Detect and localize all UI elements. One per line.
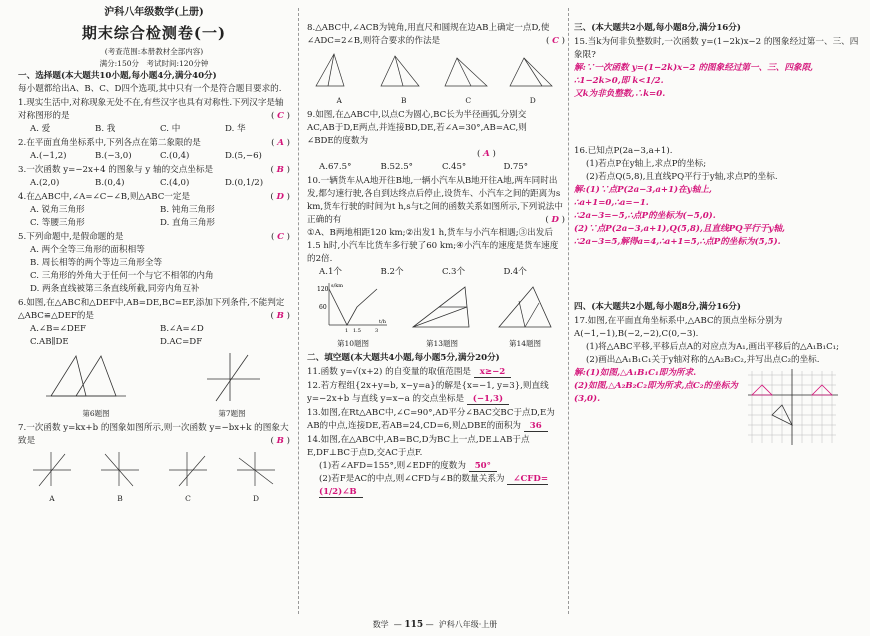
option: C. 等腰三角形: [30, 218, 85, 228]
option: A.67.5°: [319, 162, 352, 172]
options-1: [18, 123, 290, 136]
option: C. 三角形的外角大于任何一个与它不相邻的内角: [30, 271, 214, 281]
graph-y-tick: 120: [317, 286, 329, 293]
solution-15-line-2: ∴1−2k>0,即 k<1/2.: [574, 76, 664, 86]
option-label: D: [252, 494, 259, 503]
graph-y-label: s/km: [331, 283, 344, 289]
section-2-title: 二、填空题(本大题共4小题,每小题5分,满分20分): [307, 353, 500, 363]
answer-11: x≥−2: [474, 367, 512, 378]
option: C.(4,0): [160, 178, 190, 188]
question-14: 14.如图,在△ABC中,AB=BC,D为BC上一点,DE⊥AB于点E,DF⊥BC于点D,交AC于点F.: [307, 435, 530, 458]
option-7a: [31, 450, 73, 505]
option: B.∠A=∠D: [160, 324, 204, 334]
question-10: 10.一辆货车从A地开往B地,一辆小汽车从B地开往A地,两车同时出发,都匀速行驶,各自到达终点后停止,设货车、小汽车之间的距离为s km,货车行驶的时间为t h,s与t之间的函数关系如图所示,下列说法中正确的有: [307, 176, 563, 225]
option: C. 中: [160, 124, 181, 134]
options-6a: [18, 323, 290, 336]
question-5: 5.下列命题中,是假命题的是: [18, 232, 124, 242]
exam-title: 期末综合检测卷(一): [81, 24, 227, 42]
answer-12: (−1,3): [467, 394, 509, 405]
options-2: [18, 150, 290, 163]
answer-5: C: [277, 232, 284, 242]
question-14-part-2: (2)若F是AC的中点,则∠CFD与∠B的数量关系为: [319, 474, 505, 484]
answer-3: B: [276, 165, 284, 175]
option: A.(−1,2): [30, 151, 67, 161]
answer-2: A: [277, 138, 284, 148]
question-6: 6.如图,在△ABC和△DEF中,AB=DE,BC=EF,添加下列条件,不能判定△ABC≌△DEF的是: [18, 298, 285, 321]
figure-14-caption: 第14题图: [508, 339, 542, 348]
question-13: 13.如图,在Rt△ABC中,∠C=90°,AD平分∠BAC交BC于点D,E为AB的中点,连接DE,若AB=24,CD=6,则△DBE的面积为: [307, 408, 555, 431]
answer-4: D: [276, 192, 284, 202]
graph-figure: [202, 351, 262, 403]
options-9: [307, 161, 565, 174]
column-2: 8.△ABC中,∠ACB为钝角,用直尺和圆规在边AB上确定一点D,使∠ADC=2∠B,则符合要求的作法是 ( C ) A B C D 9.如图,在△ABC中,以点C为圆心,BC长为半径画弧,分别交AC,AB于D,E两点,并连接BD,DE,若∠A=30°,AB=AC,则∠BDE的度数为 ( A ) A.67.5° B.52.5° C.45° D.75° 10.一辆货车从A地开往B地,一辆小汽车从B地开往A地,两车同时出发,都匀速行驶,各自到达终点后停止,设货车、小汽车之间的距离为s km,货车行驶的时间为t h,s与t之间的函数关系如图所示,下列说法中正确的有 ( D ) ①A、B两地相距120 km;②出发1 h,货车与小汽车相遇;③出发后1.5 h时,小汽车比货车多行驶了60 km;④小汽车的速度是货车速度的2倍. A.1个 B.2个 C.3个 D.4个 120 60 s/km 1 1.5 3 t/h 第10题图 第13题图 第14题图 二、填空题(本大题共4小题,每小题5分,满分20分) 11.函数 y=√(x+2) 的自变量的取值范围是 x≥−2 12.若方程组{2x+y=b, x−y=a}的解是{x=−1, y=3},则直线 y=−2x+b 与直线 y=x−a 的交点坐标是 (−1,3) 13.如图,在Rt△ABC中,∠C=90°,AD平分∠BAC交BC于点D,E为AB的中点,连接DE,若AB=24,CD=6,则△DBE的面积为 36 14.如图,在△ABC中,AB=BC,D为BC上一点,DE⊥AB于点E,DF⊥BC于点D,交AC于点F. (1)若∠AFD=155°,则∠EDF的度数为 50° (2)若F是AC的中点,则∠CFD与∠B的数量关系为 ∠CFD=(1/2)∠B: [307, 23, 565, 497]
option-label: A: [49, 494, 55, 503]
answer-1: C: [277, 111, 284, 121]
option-8c: [443, 50, 493, 107]
answer-9: A: [483, 149, 490, 159]
question-12: 12.若方程组{2x+y=b, x−y=a}的解是{x=−1, y=3},则直线 y=−2x+b 与直线 y=x−a 的交点坐标是: [307, 381, 549, 404]
figure-7: [202, 351, 262, 420]
question-15: 15.当k为何非负整数时,一次函数 y=(1−2k)x−2 的图象经过第一、三、四象限?: [574, 37, 859, 60]
answer-13: 36: [524, 421, 548, 432]
option: A.(2,0): [30, 178, 60, 188]
options-6b: [18, 336, 290, 349]
question-16-part-1: (1)若点P在y轴上,求点P的坐标;: [586, 159, 707, 169]
option: B. 我: [95, 124, 116, 134]
option: D.4个: [503, 267, 527, 277]
option: D.(0,1/2): [225, 178, 264, 188]
question-7: 7.一次函数 y=kx+b 的图象如图所示,则一次函数 y=−bx+k 的图象大致是: [18, 423, 289, 446]
answer-6: B: [276, 311, 284, 321]
column-3: [574, 0, 864, 447]
answer-8: C: [552, 36, 559, 46]
figure-6: [46, 351, 146, 420]
figure-6-caption: 第6题图: [82, 409, 110, 418]
answer-7: B: [276, 436, 284, 446]
solution-16-line-3: ∴2a−3=−5,∴点P的坐标为(−5,0).: [574, 211, 716, 221]
question-8: 8.△ABC中,∠ACB为钝角,用直尺和圆规在边AB上确定一点D,使∠ADC=2∠B,则符合要求的作法是: [307, 23, 550, 46]
option-label: A: [336, 96, 342, 105]
section-1-title: 一、选择题(本大题共10小题,每小题4分,满分40分): [18, 71, 217, 81]
option-8a: [314, 50, 364, 107]
figure-13-caption: 第13题图: [425, 339, 459, 348]
column-divider: [298, 8, 299, 614]
score-time: 满分:150分 考试时间:120分钟: [99, 59, 209, 68]
option: D. 直角三角形: [160, 218, 216, 228]
option: B.2个: [380, 267, 404, 277]
figure-14: [495, 283, 555, 350]
options-10: [307, 266, 565, 279]
footer-book: 沪科八年级·上册: [438, 620, 498, 629]
section-3-title: 三、(本大题共2小题,每小题8分,满分16分): [574, 23, 741, 33]
section-4-title: 四、(本大题共2小题,每小题8分,满分16分): [574, 302, 741, 312]
figure-13: [409, 283, 475, 350]
graph-x-tick: 1.5: [353, 328, 361, 333]
option: C.(0,4): [160, 151, 190, 161]
solution-16-line-5: ∴2a−3=5,解得a=4,∴a+1=5,∴点P的坐标为(5,5).: [574, 237, 781, 247]
option: A.∠B=∠DEF: [30, 324, 86, 334]
page-number: 115: [404, 620, 424, 630]
triangles-figure: [46, 351, 146, 403]
solution-15-line-3: 又k为非负整数,∴k=0.: [574, 89, 666, 99]
answer-14-1: 50°: [469, 461, 497, 472]
option-8b: [379, 50, 429, 107]
option: D. 华: [225, 124, 246, 134]
option: C.45°: [442, 162, 467, 172]
option-label: B: [117, 494, 123, 503]
book-header: 沪科八年级数学(上册): [104, 7, 204, 18]
graph-x-tick: 3: [375, 328, 379, 333]
graph-y-tick: 60: [319, 304, 327, 311]
graph-x-tick: 1: [345, 328, 349, 333]
option: A. 爱: [30, 124, 51, 134]
option: B.52.5°: [380, 162, 413, 172]
column-1: 沪科八年级数学(上册) 期末综合检测卷(一) (考查范围:本册教材全部内容) 满分:150分 考试时间:120分钟 一、选择题(本大题共10小题,每小题4分,满分40分) 每小题都给出A、B、C、D四个选项,其中只有一个是符合题目要求的. 1.现实生活中,对称现象无处不在,有些汉字也具有对称性.下列汉字是轴对称图形的是 ( C ) A. 爱 B. 我 C. 中 D. 华 2.在平面直角坐标系中,下列各点在第二象限的是 ( A ) A.(−1,2) B.(−3,0) C.(0,4) D.(5,−6) 3.一次函数 y=−2x+4 的图象与 y 轴的交点坐标是 ( B ) A.(2,0) B.(0,4) C.(4,0) D.(0,1/2) 4.在△ABC中,∠A=∠C−∠B,则△ABC一定是 ( D ) A. 锐角三角形 B. 钝角三角形 C. 等腰三角形 D. 直角三角形 5.下列命题中,是假命题的是 ( C ) A. 两个全等三角形的面积相等 B. 周长相等的两个等边三角形全等 C. 三角形的外角大于任何一个与它不相邻的内角 D. 两条直线被第三条直线所截,同旁内角互补 6.如图,在△ABC和△DEF中,AB=DE,BC=EF,添加下列条件,不能判定△ABC≌△DEF的是 ( B ) A.∠B=∠DEF B.∠A=∠D C.AB∥DE D.AC=DF 第6题图 第7题图 7.一次函数 y=kx+b 的图象如图所示,则一次函数 y=−bx+k 的图象大致是 ( B ) A B C D: [18, 7, 290, 503]
option: D.AC=DF: [160, 337, 203, 347]
figures-10-13-14: [307, 281, 565, 350]
question-17-part-2: (2)画出△A₁B₁C₁关于y轴对称的△A₂B₂C₂,并写出点C₂的坐标.: [586, 355, 820, 365]
answer-14-2: ∠CFD=(1/2)∠B: [319, 474, 549, 497]
option: A. 两个全等三角形的面积相等: [30, 245, 145, 255]
solution-17-line-1: 解:(1)如图,△A₁B₁C₁即为所求.: [574, 368, 697, 378]
options-3: [18, 177, 290, 190]
graph-x-label: t/h: [379, 319, 386, 325]
options-4b: [18, 217, 290, 230]
footer-subject: 数学: [372, 620, 389, 629]
option-label: B: [400, 96, 407, 105]
options-8: [307, 50, 565, 107]
option: B. 钝角三角形: [160, 205, 215, 215]
question-16: 16.已知点P(2a−3,a+1).: [574, 146, 673, 156]
option-7b: [99, 450, 141, 505]
option-7d: [235, 450, 277, 505]
figure-7-caption: 第7题图: [218, 409, 246, 418]
option: C.AB∥DE: [30, 337, 69, 347]
option: D.75°: [503, 162, 529, 172]
coordinate-grid-figure: [744, 367, 840, 447]
question-4: 4.在△ABC中,∠A=∠C−∠B,则△ABC一定是: [18, 192, 191, 202]
option-8d: [508, 50, 558, 107]
question-10-items: ①A、B两地相距120 km;②出发1 h,货车与小汽车相遇;③出发后1.5 h时,小汽车比货车多行驶了60 km;④小汽车的速度是货车速度的2倍.: [307, 228, 559, 264]
solution-16-line-4: (2)∵点P(2a−3,a+1),Q(5,8),且直线PQ平行于y轴,: [574, 224, 786, 234]
distance-time-graph: [317, 281, 389, 333]
answer-10: D: [551, 215, 559, 225]
option-label: C: [185, 494, 191, 503]
question-1: 1.现实生活中,对称现象无处不在,有些汉字也具有对称性.下列汉字是轴对称图形的是: [18, 98, 284, 121]
question-17-part-1: (1)将△ABC平移,平移后点A的对应点为A₁,画出平移后的△A₁B₁C₁;: [586, 342, 839, 352]
solution-15-line-1: 解:∵一次函数 y=(1−2k)x−2 的图象经过第一、三、四象限,: [574, 63, 814, 73]
solution-17-line-2: (2)如图,△A₂B₂C₂即为所求,点C₂的坐标为(3,0).: [574, 381, 738, 404]
option: A.1个: [319, 267, 342, 277]
figures-6-7: [18, 351, 290, 420]
options-4a: [18, 204, 290, 217]
page-footer: 数学 — 115 — 沪科八年级·上册: [372, 620, 498, 630]
question-11: 11.函数 y=√(x+2) 的自变量的取值范围是: [307, 367, 472, 377]
figure-10-caption: 第10题图: [336, 339, 370, 348]
option: B.(0,4): [95, 178, 125, 188]
option-label: C: [465, 96, 472, 105]
solution-16-line-2: ∴a+1=0,∴a=−1.: [574, 198, 649, 208]
section-1-intro: 每小题都给出A、B、C、D四个选项,其中只有一个是符合题目要求的.: [18, 84, 282, 94]
options-7: [18, 450, 290, 505]
option-7c: [167, 450, 209, 505]
option: B. 周长相等的两个等边三角形全等: [30, 258, 163, 268]
option: C.3个: [442, 267, 466, 277]
option: A. 锐角三角形: [30, 205, 85, 215]
question-9: 9.如图,在△ABC中,以点C为圆心,BC长为半径画弧,分别交AC,AB于D,E两点,并连接BD,DE,若∠A=30°,AB=AC,则∠BDE的度数为: [307, 110, 527, 146]
option-label: D: [529, 96, 536, 105]
question-2: 2.在平面直角坐标系中,下列各点在第二象限的是: [18, 138, 201, 148]
column-divider: [568, 8, 569, 614]
solution-16-line-1: 解:(1)∵点P(2a−3,a+1)在y轴上,: [574, 185, 712, 195]
option: D.(5,−6): [225, 151, 262, 161]
question-16-part-2: (2)若点Q(5,8),且直线PQ平行于y轴,求点P的坐标.: [586, 172, 778, 182]
exam-scope: (考查范围:本册教材全部内容): [104, 47, 204, 56]
question-3: 3.一次函数 y=−2x+4 的图象与 y 轴的交点坐标是: [18, 165, 214, 175]
option: B.(−3,0): [95, 151, 132, 161]
figure-10: [317, 281, 389, 350]
question-17: 17.如图,在平面直角坐标系中,△ABC的顶点坐标分别为A(−1,−1),B(−2,−2),C(0,−3).: [574, 316, 783, 339]
question-14-part-1: (1)若∠AFD=155°,则∠EDF的度数为: [319, 461, 466, 471]
option: D. 两条直线被第三条直线所截,同旁内角互补: [30, 284, 200, 294]
